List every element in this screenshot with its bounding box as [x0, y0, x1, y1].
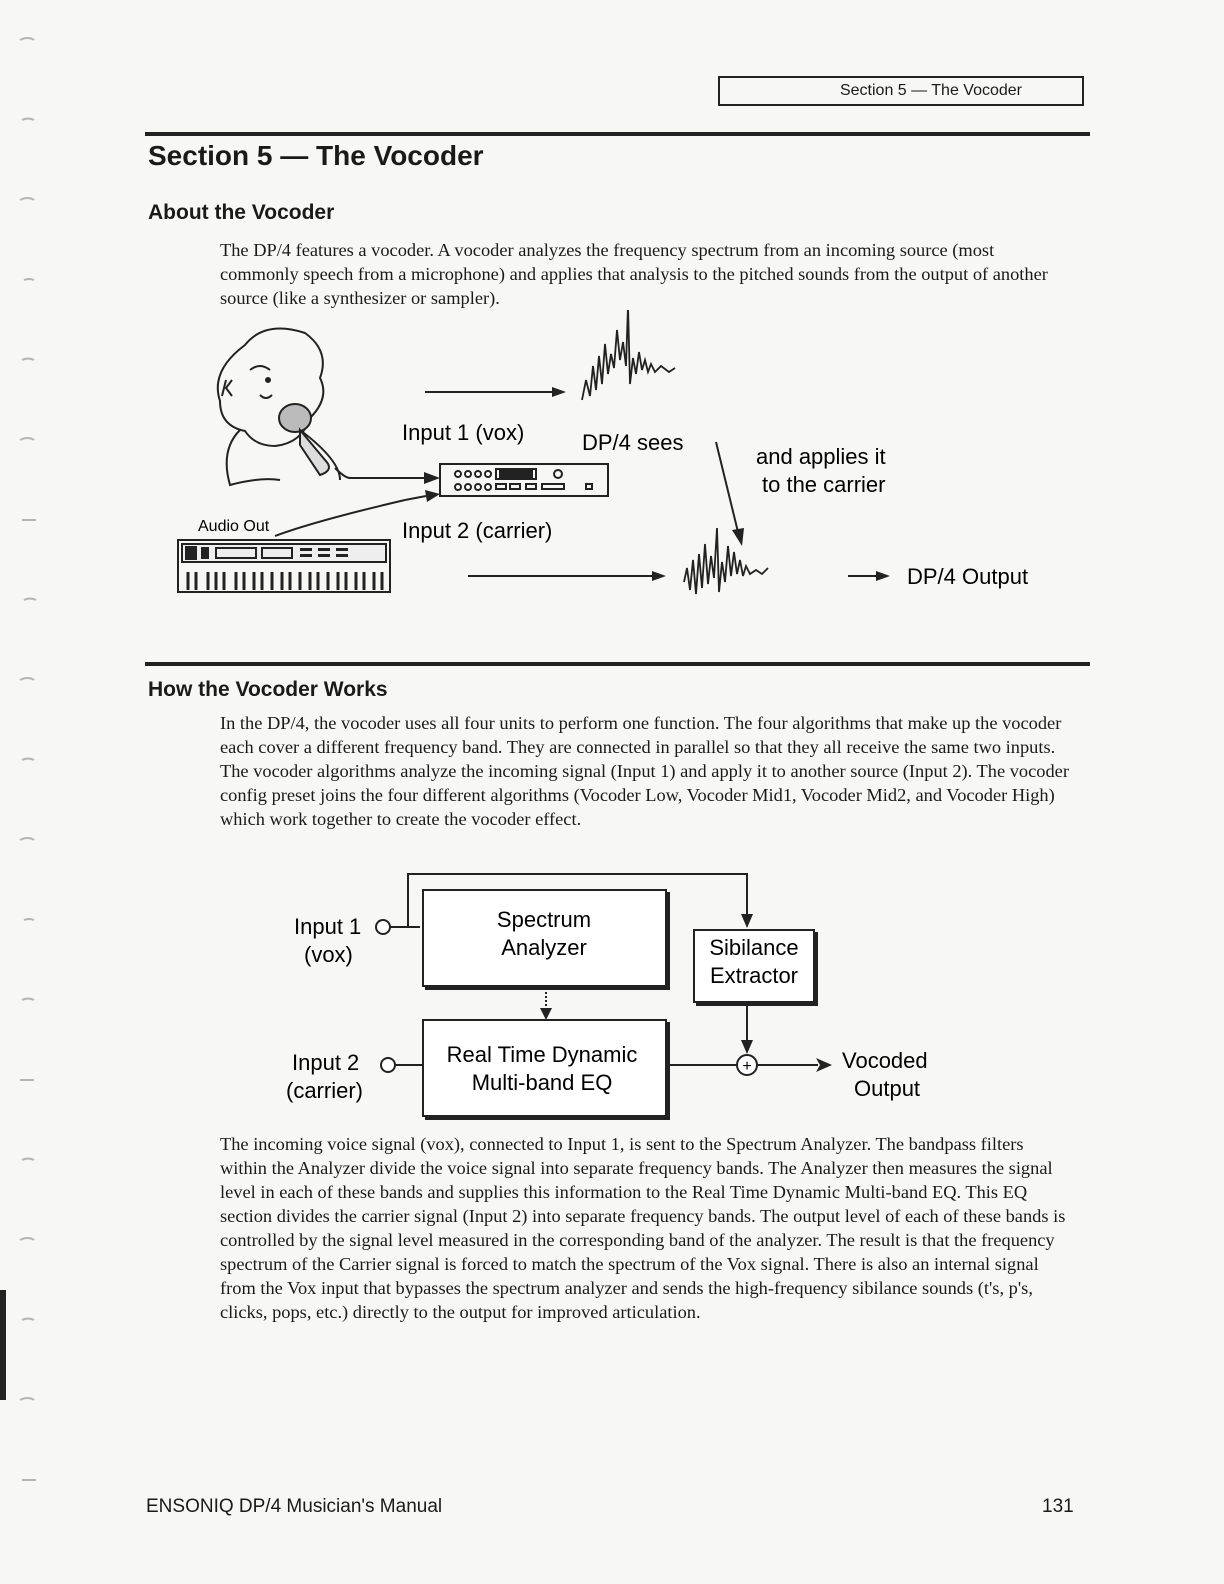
about-heading: About the Vocoder	[148, 201, 335, 224]
how-paragraph: In the DP/4, the vocoder uses all four units to perform one function. The four algorithms that make up the vocoder each cover a different frequency band. They are connected in parallel so that they all receive the same two inputs. The vocoder algorithms analyze the incoming signal (Input 1) and apply it to another source (Input 2). The vocoder config preset joins the four different algorithms (Vocoder Low, Vocoder Mid1, Vocoder Mid2, and Vocoder High) which work together to create the vocoder effect.	[220, 713, 1069, 829]
vocoder-block-diagram	[280, 866, 980, 1126]
about-paragraph: The DP/4 features a vocoder. A vocoder analyzes the frequency spectrum from an incoming source (most commonly speech from a microphone) and applies that analysis to the pitched sounds from the output of another source (like a synthesizer or sampler).	[220, 240, 1048, 308]
keyboard-synth-illustration	[178, 540, 390, 592]
diagram-input1-sublabel: (vox)	[304, 942, 353, 967]
singer-illustration	[218, 329, 430, 485]
eq-subtitle: Multi-band EQ	[471, 1070, 613, 1095]
section-top-rule	[145, 132, 1090, 136]
footer-page-number: 131	[1042, 1496, 1074, 1517]
analyzer-subtitle: Analyzer	[501, 935, 587, 960]
to-carrier-label: to the carrier	[762, 472, 886, 497]
input1-jack	[376, 920, 390, 934]
multiband-eq-block	[423, 1020, 666, 1116]
how-heading: How the Vocoder Works	[148, 678, 388, 701]
sibilance-subtitle: Extractor	[709, 963, 799, 988]
dp4-unit-illustration	[440, 464, 608, 496]
section-title: Section 5 — The Vocoder	[148, 140, 484, 171]
eq-title: Real Time Dynamic	[446, 1042, 638, 1067]
running-header-text: Section 5 — The Vocoder	[839, 82, 1023, 99]
footer-manual-title: ENSONIQ DP/4 Musician's Manual	[146, 1496, 443, 1517]
carrier-waveform	[684, 528, 768, 594]
dp4-output-label: DP/4 Output	[907, 564, 1029, 589]
audio-out-label: Audio Out	[198, 518, 270, 535]
explanation-paragraph: The incoming voice signal (vox), connected to Input 1, is sent to the Spectrum Analyzer. The bandpass filters within the Analyzer divide the voice signal into separate frequency bands. The Analyzer then measures the signal level in each of these bands and supplies this information to the Real Time Dynamic Multi-band EQ. This EQ section divides the carrier signal (Input 2) into separate frequency bands. The output level of each of these bands is controlled by the signal level measured in the corresponding band of the analyzer. The result is that the frequency spectrum of the Carrier signal is forced to match the spectrum of the Vox signal. There is also an internal signal from the Vox input that bypasses the spectrum analyzer and sends the high-frequency sibilance sounds (t's, p's, clicks, pops, etc.) directly to the output for improved articulation.	[220, 1134, 1066, 1322]
analyzer-title: Spectrum	[496, 907, 592, 932]
input2-carrier-label: Input 2 (carrier)	[402, 518, 553, 543]
running-header	[718, 76, 1084, 106]
section-divider-rule	[145, 662, 1090, 666]
sibilance-title: Sibilance	[709, 935, 799, 960]
applies-it-label: and applies it	[756, 444, 886, 469]
vocoded-output-sublabel: Output	[854, 1076, 921, 1101]
dp4-sees-label: DP/4 sees	[582, 430, 684, 455]
diagram-input2-label: Input 2	[292, 1050, 360, 1075]
vox-waveform	[582, 310, 675, 400]
binder-margin-marks	[0, 0, 40, 1584]
input1-vox-label: Input 1 (vox)	[402, 420, 525, 445]
diagram-input1-label: Input 1	[294, 914, 362, 939]
input2-jack	[381, 1058, 395, 1072]
diagram-input2-sublabel: (carrier)	[286, 1078, 363, 1103]
vocoder-concept-figure	[150, 310, 1070, 620]
vocoded-output-label: Vocoded	[842, 1048, 928, 1073]
sum-symbol: +	[742, 1058, 752, 1075]
